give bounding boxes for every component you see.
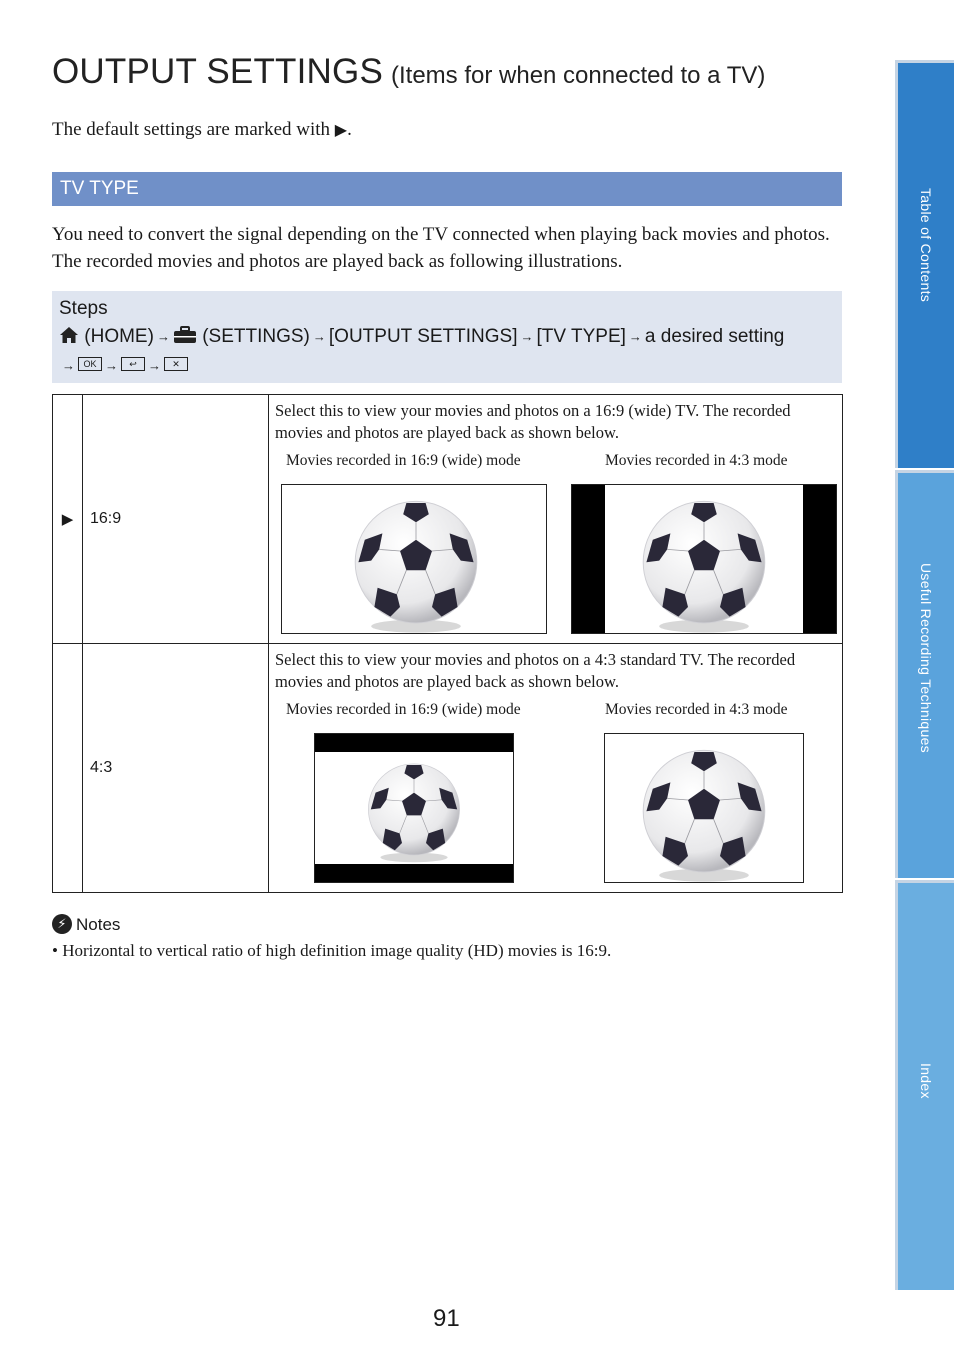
option-description-cell: [269, 644, 843, 893]
default-marker-icon: ▶: [334, 122, 348, 139]
arrow-icon: →: [520, 329, 534, 344]
steps-buttons: [59, 352, 835, 381]
back-key-icon: ↩: [121, 357, 145, 371]
option-name: 16:9: [83, 395, 269, 644]
default-note-end: .: [347, 119, 352, 140]
home-icon: [59, 326, 79, 344]
tab-table-of-contents[interactable]: [895, 60, 954, 468]
table-row: [53, 644, 843, 893]
ball-image-pillarbox: [571, 484, 837, 634]
default-note: [52, 119, 352, 141]
arrow-icon: →: [105, 358, 118, 373]
arrow-icon: →: [628, 329, 642, 344]
soccer-ball-icon: [336, 484, 496, 634]
default-marker-icon: ▶: [53, 395, 83, 644]
title-main: OUTPUT SETTINGS: [52, 52, 383, 91]
option-description: Select this to view your movies and photos on a 4:3 standard TV. The recorded movies and photos are played back as shown below.: [275, 650, 796, 691]
notes-heading: [52, 915, 120, 936]
caption-right: Movies recorded in 4:3 mode: [605, 701, 788, 718]
tab-label: Table of Contents: [918, 188, 934, 303]
tab-label: Useful Recording Techniques: [918, 563, 934, 753]
table-row: [53, 395, 843, 644]
tab-label: Index: [918, 1063, 934, 1099]
intro-paragraph: You need to convert the signal depending on the TV connected when playing back movies and photos. The recorded movies and photos are played back as following illustrations.: [52, 224, 830, 272]
arrow-icon: →: [148, 358, 161, 373]
page-title: [52, 52, 765, 92]
step-tvtype: [TV TYPE]: [536, 326, 626, 347]
title-sub: (Items for when connected to a TV): [391, 62, 766, 89]
note-item-text: Horizontal to vertical ratio of high definition image quality (HD) movies is 16:9.: [62, 941, 612, 960]
step-home: (HOME): [84, 326, 154, 347]
option-description-cell: [269, 395, 843, 644]
page-number: 91: [433, 1305, 460, 1332]
note-item: • Horizontal to vertical ratio of high definition image quality (HD) movies is 16:9.: [52, 941, 612, 960]
arrow-icon: →: [312, 329, 326, 344]
step-settings: (SETTINGS): [202, 326, 310, 347]
caption-left: Movies recorded in 16:9 (wide) mode: [286, 701, 521, 718]
tab-index[interactable]: [895, 880, 954, 1290]
steps-path: [59, 323, 835, 352]
default-note-text: The default settings are marked with: [52, 119, 331, 140]
step-output: [OUTPUT SETTINGS]: [328, 326, 518, 347]
tab-useful-recording-techniques[interactable]: [895, 470, 954, 878]
close-key-icon: ✕: [164, 357, 188, 371]
options-table: [52, 394, 843, 893]
soccer-ball-icon: [624, 485, 784, 633]
ok-key-icon: OK: [78, 357, 102, 371]
steps-box: [52, 291, 842, 383]
notes-heading-text: Notes: [76, 915, 121, 934]
arrow-icon: →: [156, 329, 170, 344]
soccer-ball-icon: [354, 752, 474, 864]
step-desired: a desired setting: [644, 326, 785, 347]
caption-right: Movies recorded in 4:3 mode: [605, 452, 788, 469]
ball-image-wide: [281, 484, 547, 634]
caption-left: Movies recorded in 16:9 (wide) mode: [286, 452, 521, 469]
option-marker: [53, 644, 83, 893]
ball-image-standard: [604, 733, 804, 883]
arrow-icon: →: [62, 358, 75, 373]
toolbox-icon: [173, 326, 197, 344]
option-description: Select this to view your movies and photos on a 16:9 (wide) TV. The recorded movies and photos are played back as shown below.: [275, 401, 791, 442]
section-header: TV TYPE: [52, 172, 842, 206]
soccer-ball-icon: [624, 733, 784, 883]
ball-image-letterbox: [314, 733, 514, 883]
option-name: 4:3: [83, 644, 269, 893]
steps-heading: Steps: [59, 298, 108, 319]
notes-warning-icon: ⚡: [52, 914, 72, 934]
